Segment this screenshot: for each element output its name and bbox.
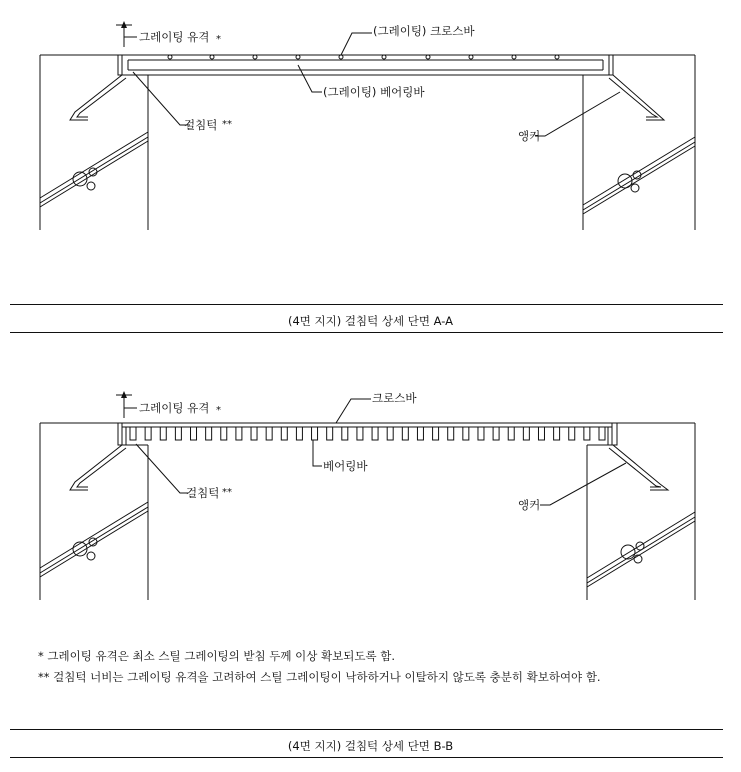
bearing-bar-b [206,427,212,440]
bearing-bar-b [584,427,590,440]
bearing-bar-b [296,427,302,440]
bearing-bar-b [281,427,287,440]
bearing-bar-b [175,427,181,440]
bearing-bar-b [493,427,499,440]
label-clearance-a: 그레이팅 유격 [139,30,210,44]
bearing-bar-b [402,427,408,440]
bearing-bar-b [221,427,227,440]
label-clearance-mark-a: * [216,34,221,45]
label-ledge-mark-a: ** [222,119,232,130]
leader-crossbar-b [336,399,371,423]
note-1: * 그레이팅 유격은 최소 스틸 그레이팅의 받침 두께 이상 확보되도록 함. [38,649,396,663]
bearing-bar-b [130,427,136,440]
bearing-bar-b [266,427,272,440]
bearing-bar-b [327,427,333,440]
note-2: ** 걸침턱 너비는 그레이팅 유격을 고려하여 스틸 그레이팅이 낙하하거나 이탈하지 않도록 충분히 확보하여야 함. [38,670,601,684]
bearing-bar-b [433,427,439,440]
label-crossbar-b: 크로스바 [372,391,417,405]
right-rebar-section-b [621,545,635,559]
caption-b: (4면 지지) 걸침턱 상세 단면 B-B [287,739,454,753]
bearing-bar-b [160,427,166,440]
leader-anchor-b [540,463,626,505]
label-anchor-a: 앵커 [518,129,541,143]
label-ledge-mark-b: ** [222,487,232,498]
label-clearance-mark-b: * [216,405,221,416]
bearing-bar-b [236,427,242,440]
bearing-bar-b [463,427,469,440]
right-anchor-b [613,445,668,490]
bearing-bar-b [191,427,197,440]
bearing-bar-b [538,427,544,440]
caption-rule-bottom-b [10,757,723,758]
label-bearingbar-a: (그레이팅) 베어링바 [323,85,425,99]
label-crossbar-a: (그레이팅) 크로스바 [373,24,475,38]
bearing-bar-b [599,427,605,440]
label-clearance-b: 그레이팅 유격 [139,401,210,415]
left-anchor-b [70,445,122,490]
bearing-bar-b [145,427,151,440]
leader-ledge-b [136,444,188,493]
bearing-bar-b [569,427,575,440]
bearing-bar-b [448,427,454,440]
right-rebar-b1 [587,512,695,578]
bearing-bar-b [372,427,378,440]
label-ledge-b: 걸침턱 [186,486,220,500]
bearing-bars-b [130,427,605,440]
label-bearingbar-b: 베어링바 [323,459,368,473]
bearing-bar-b [251,427,257,440]
bearing-bar-b [523,427,529,440]
bearing-bar-b [357,427,363,440]
caption-rule-top-b [10,729,723,730]
bearing-bar-b [342,427,348,440]
bearing-bar-b [478,427,484,440]
bearing-bar-b [417,427,423,440]
leader-bearingbar-b [313,440,322,466]
label-ledge-a: 걸침턱 [184,118,218,132]
bearing-bar-b [387,427,393,440]
label-anchor-b: 앵커 [518,498,541,512]
bearing-bar-b [312,427,318,440]
bearing-bar-b [508,427,514,440]
bearing-bar-b [554,427,560,440]
caption-a: (4면 지지) 걸침턱 상세 단면 A-A [287,314,454,328]
